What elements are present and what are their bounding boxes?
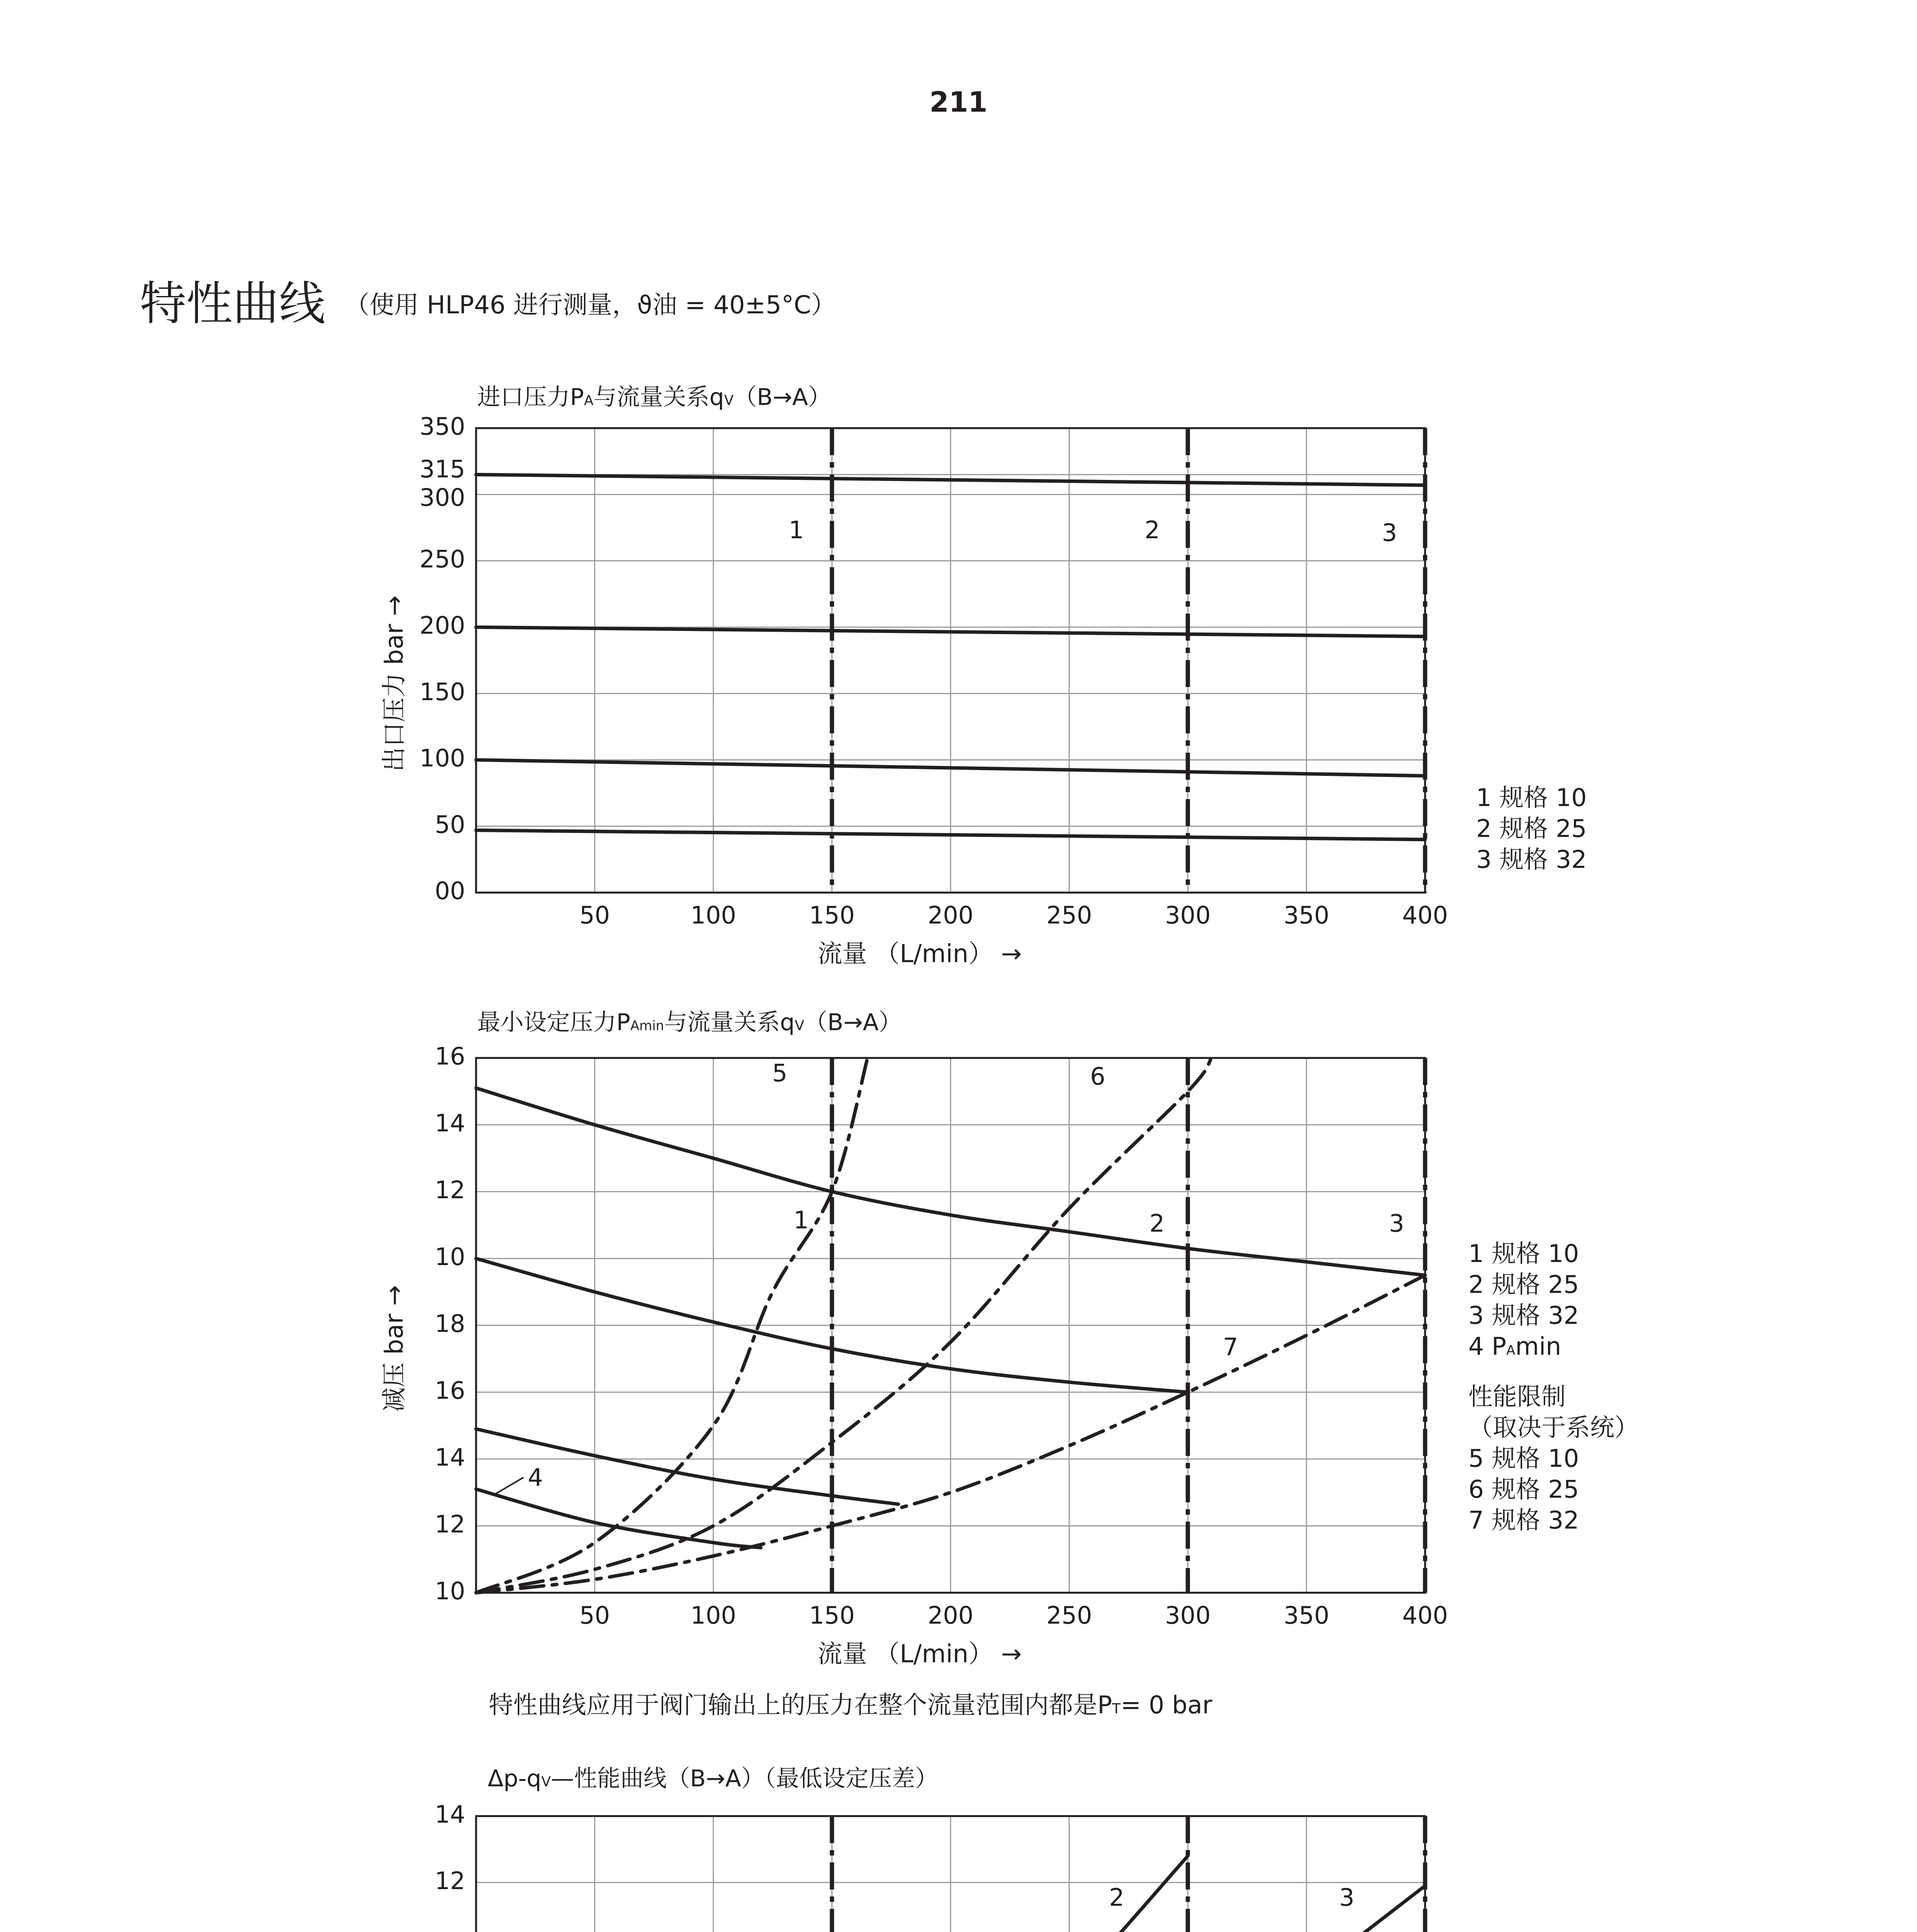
x-tick-label: 400 <box>1402 1601 1448 1629</box>
x-tick-label: 350 <box>1283 901 1330 929</box>
curve-label: 2 <box>1149 1209 1165 1238</box>
x-tick-label: 50 <box>579 901 610 929</box>
section-title: 特性曲线 <box>140 277 325 331</box>
legend-item: 4 PAmin <box>1468 1332 1561 1361</box>
y-tick-label: 00 <box>435 877 465 905</box>
y-tick-label: 200 <box>419 611 465 640</box>
curve-label: 4 <box>527 1463 543 1492</box>
y-tick-label: 16 <box>435 1376 465 1405</box>
curve-label: 1 <box>793 1206 809 1234</box>
x-tick-label: 300 <box>1165 901 1211 929</box>
y-tick-label: 315 <box>419 455 465 483</box>
x-tick-label: 50 <box>579 1601 610 1629</box>
chart-2-title: 最小设定压力PAmin与流量关系qV（B→A） <box>477 1009 902 1036</box>
x-tick-label: 300 <box>1165 1601 1211 1629</box>
y-tick-label: 14 <box>435 1109 465 1138</box>
legend-item: 2 规格 25 <box>1476 815 1587 843</box>
y-tick-label: 100 <box>419 744 465 772</box>
x-axis-label: 流量 （L/min） → <box>817 940 1022 968</box>
curve-label: 2 <box>1145 515 1160 544</box>
x-tick-label: 150 <box>809 901 855 929</box>
y-tick-label: 250 <box>419 545 465 573</box>
legend-item: 1 规格 10 <box>1468 1240 1579 1268</box>
curve-label: 3 <box>1389 1209 1405 1238</box>
x-tick-label: 250 <box>1046 901 1092 929</box>
x-tick-label: 200 <box>927 901 974 929</box>
x-tick-label: 350 <box>1283 1601 1330 1629</box>
legend-item: 3 规格 32 <box>1468 1301 1579 1330</box>
x-tick-label: 100 <box>690 901 737 929</box>
y-tick-label: 14 <box>435 1800 465 1829</box>
x-tick-label: 400 <box>1402 901 1448 929</box>
legend-item: 2 规格 25 <box>1468 1270 1579 1299</box>
y-tick-label: 14 <box>435 1443 465 1472</box>
y-tick-label: 300 <box>419 483 465 512</box>
legend-item: 3 规格 32 <box>1476 845 1587 874</box>
y-tick-label: 12 <box>435 1866 465 1895</box>
legend-item: 6 规格 25 <box>1468 1475 1579 1503</box>
chart-3-title: Δp-qV—性能曲线（B→A）（最低设定压差） <box>488 1765 938 1792</box>
legend-subheading: （取决于系统） <box>1468 1413 1639 1442</box>
curve-label: 3 <box>1382 518 1397 547</box>
y-axis-label: 减压 bar → <box>380 1285 409 1412</box>
x-tick-label: 100 <box>690 1601 737 1629</box>
legend-item: 1 规格 10 <box>1476 784 1587 812</box>
y-tick-label: 12 <box>435 1176 465 1204</box>
y-tick-label: 50 <box>435 810 465 839</box>
curve-label: 5 <box>772 1059 788 1087</box>
chart-2-note: 特性曲线应用于阀门输出上的压力在整个流量范围内都是PT= 0 bar <box>489 1691 1213 1719</box>
x-axis-label: 流量 （L/min） → <box>817 1640 1022 1668</box>
y-tick-label: 18 <box>435 1310 465 1338</box>
x-tick-label: 150 <box>809 1601 855 1629</box>
y-tick-label: 150 <box>419 677 465 706</box>
x-tick-label: 200 <box>927 1601 974 1629</box>
curve-label: 6 <box>1090 1062 1106 1090</box>
y-tick-label: 350 <box>419 412 465 441</box>
section-subtitle: （使用 HLP46 进行测量，ϑ油 = 40±5°C） <box>345 291 836 320</box>
y-axis-label: 出口压力 bar → <box>380 595 409 772</box>
legend-heading: 性能限制 <box>1468 1383 1566 1411</box>
page-number: 211 <box>929 86 988 118</box>
curve-label: 2 <box>1109 1883 1124 1912</box>
legend-item: 5 规格 10 <box>1468 1444 1579 1473</box>
curve-label: 3 <box>1339 1883 1355 1912</box>
y-tick-label: 12 <box>435 1510 465 1539</box>
chart-1-title: 进口压力PA与流量关系qV（B→A） <box>477 384 832 411</box>
y-tick-label: 16 <box>435 1042 465 1071</box>
y-tick-label: 10 <box>435 1243 465 1271</box>
y-tick-label: 10 <box>435 1577 465 1605</box>
curve-label: 1 <box>789 515 804 544</box>
curve-label: 7 <box>1223 1333 1238 1361</box>
x-tick-label: 250 <box>1046 1601 1092 1629</box>
legend-item: 7 规格 32 <box>1468 1506 1579 1534</box>
